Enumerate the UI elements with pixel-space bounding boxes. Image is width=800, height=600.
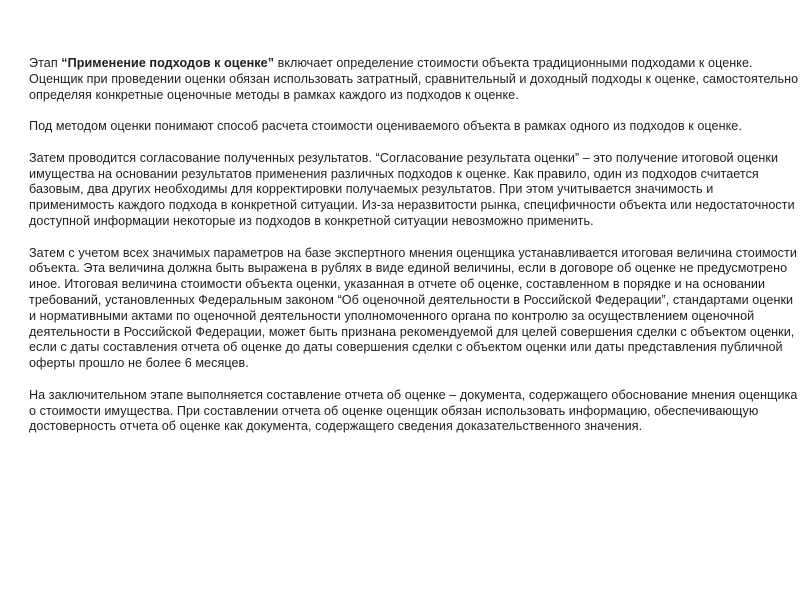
paragraph-final-value: Затем с учетом всех значимых параметров на базе экспертного мнения оценщика устанавливается итоговая величина стоимости объекта. Эта величина должна быть выражена в рублях в виде единой величины, если в договоре об оценке не предусмотрено иное. Итоговая величина стоимости объекта оценки, указанная в отчете об оценке, составленном в порядке и на основании требований, установленных Федеральным законом “Об оценочной деятельности в Российской Федерации”, стандартами оценки и нормативными актами по оценочной деятельности уполномоченного органа по контролю за осуществлением оценочной деятельности в Российской Федерации, может быть признана рекомендуемой для целей совершения сделки с объектом оценки, если с даты составления отчета об оценке до даты совершения сделки с объектом оценки или даты представления публичной оферты прошло не более 6 месяцев. xyxy=(29,245,797,371)
paragraph-approaches-lead: Этап xyxy=(29,56,62,70)
paragraph-approaches xyxy=(29,56,799,103)
paragraph-reconciliation: Затем проводится согласование полученных результатов. “Согласование результата оценки” – это получение итоговой оценки имущества на основании результатов применения различных подходов к оценке. Как правило, один из подходов считается базовым, два других необходимы для корректировки получаемых результатов. При этом учитывается значимость и применимость каждого подхода в конкретной ситуации. Из-за неразвитости рынка, специфичности объекта или недостаточности доступной информации некоторые из подходов в конкретной ситуации невозможно применить. xyxy=(29,150,795,228)
paragraph-method: Под методом оценки понимают способ расчета стоимости оцениваемого объекта в рамках одного из подходов к оценке. xyxy=(29,119,742,134)
paragraph-approaches-rest: включает определение стоимости объекта традиционными подходами к оценке. Оценщик при проведении оценки обязан использовать затратный, сравнительный и доходный подходы к оценке, самостоятельно определяя конкретные оценочные методы в рамках каждого из подходов к оценке. xyxy=(29,56,799,102)
paragraph-approaches-bold: “Применение подходов к оценке” xyxy=(61,56,275,70)
paragraph-report: На заключительном этапе выполняется составление отчета об оценке – документа, содержащего обоснование мнения оценщика о стоимости имущества. При составлении отчета об оценке оценщик обязан использовать информацию, обеспечивающую достоверность отчета об оценке как документа, содержащего сведения доказательственного значения. xyxy=(29,387,798,434)
document-body xyxy=(29,56,799,435)
